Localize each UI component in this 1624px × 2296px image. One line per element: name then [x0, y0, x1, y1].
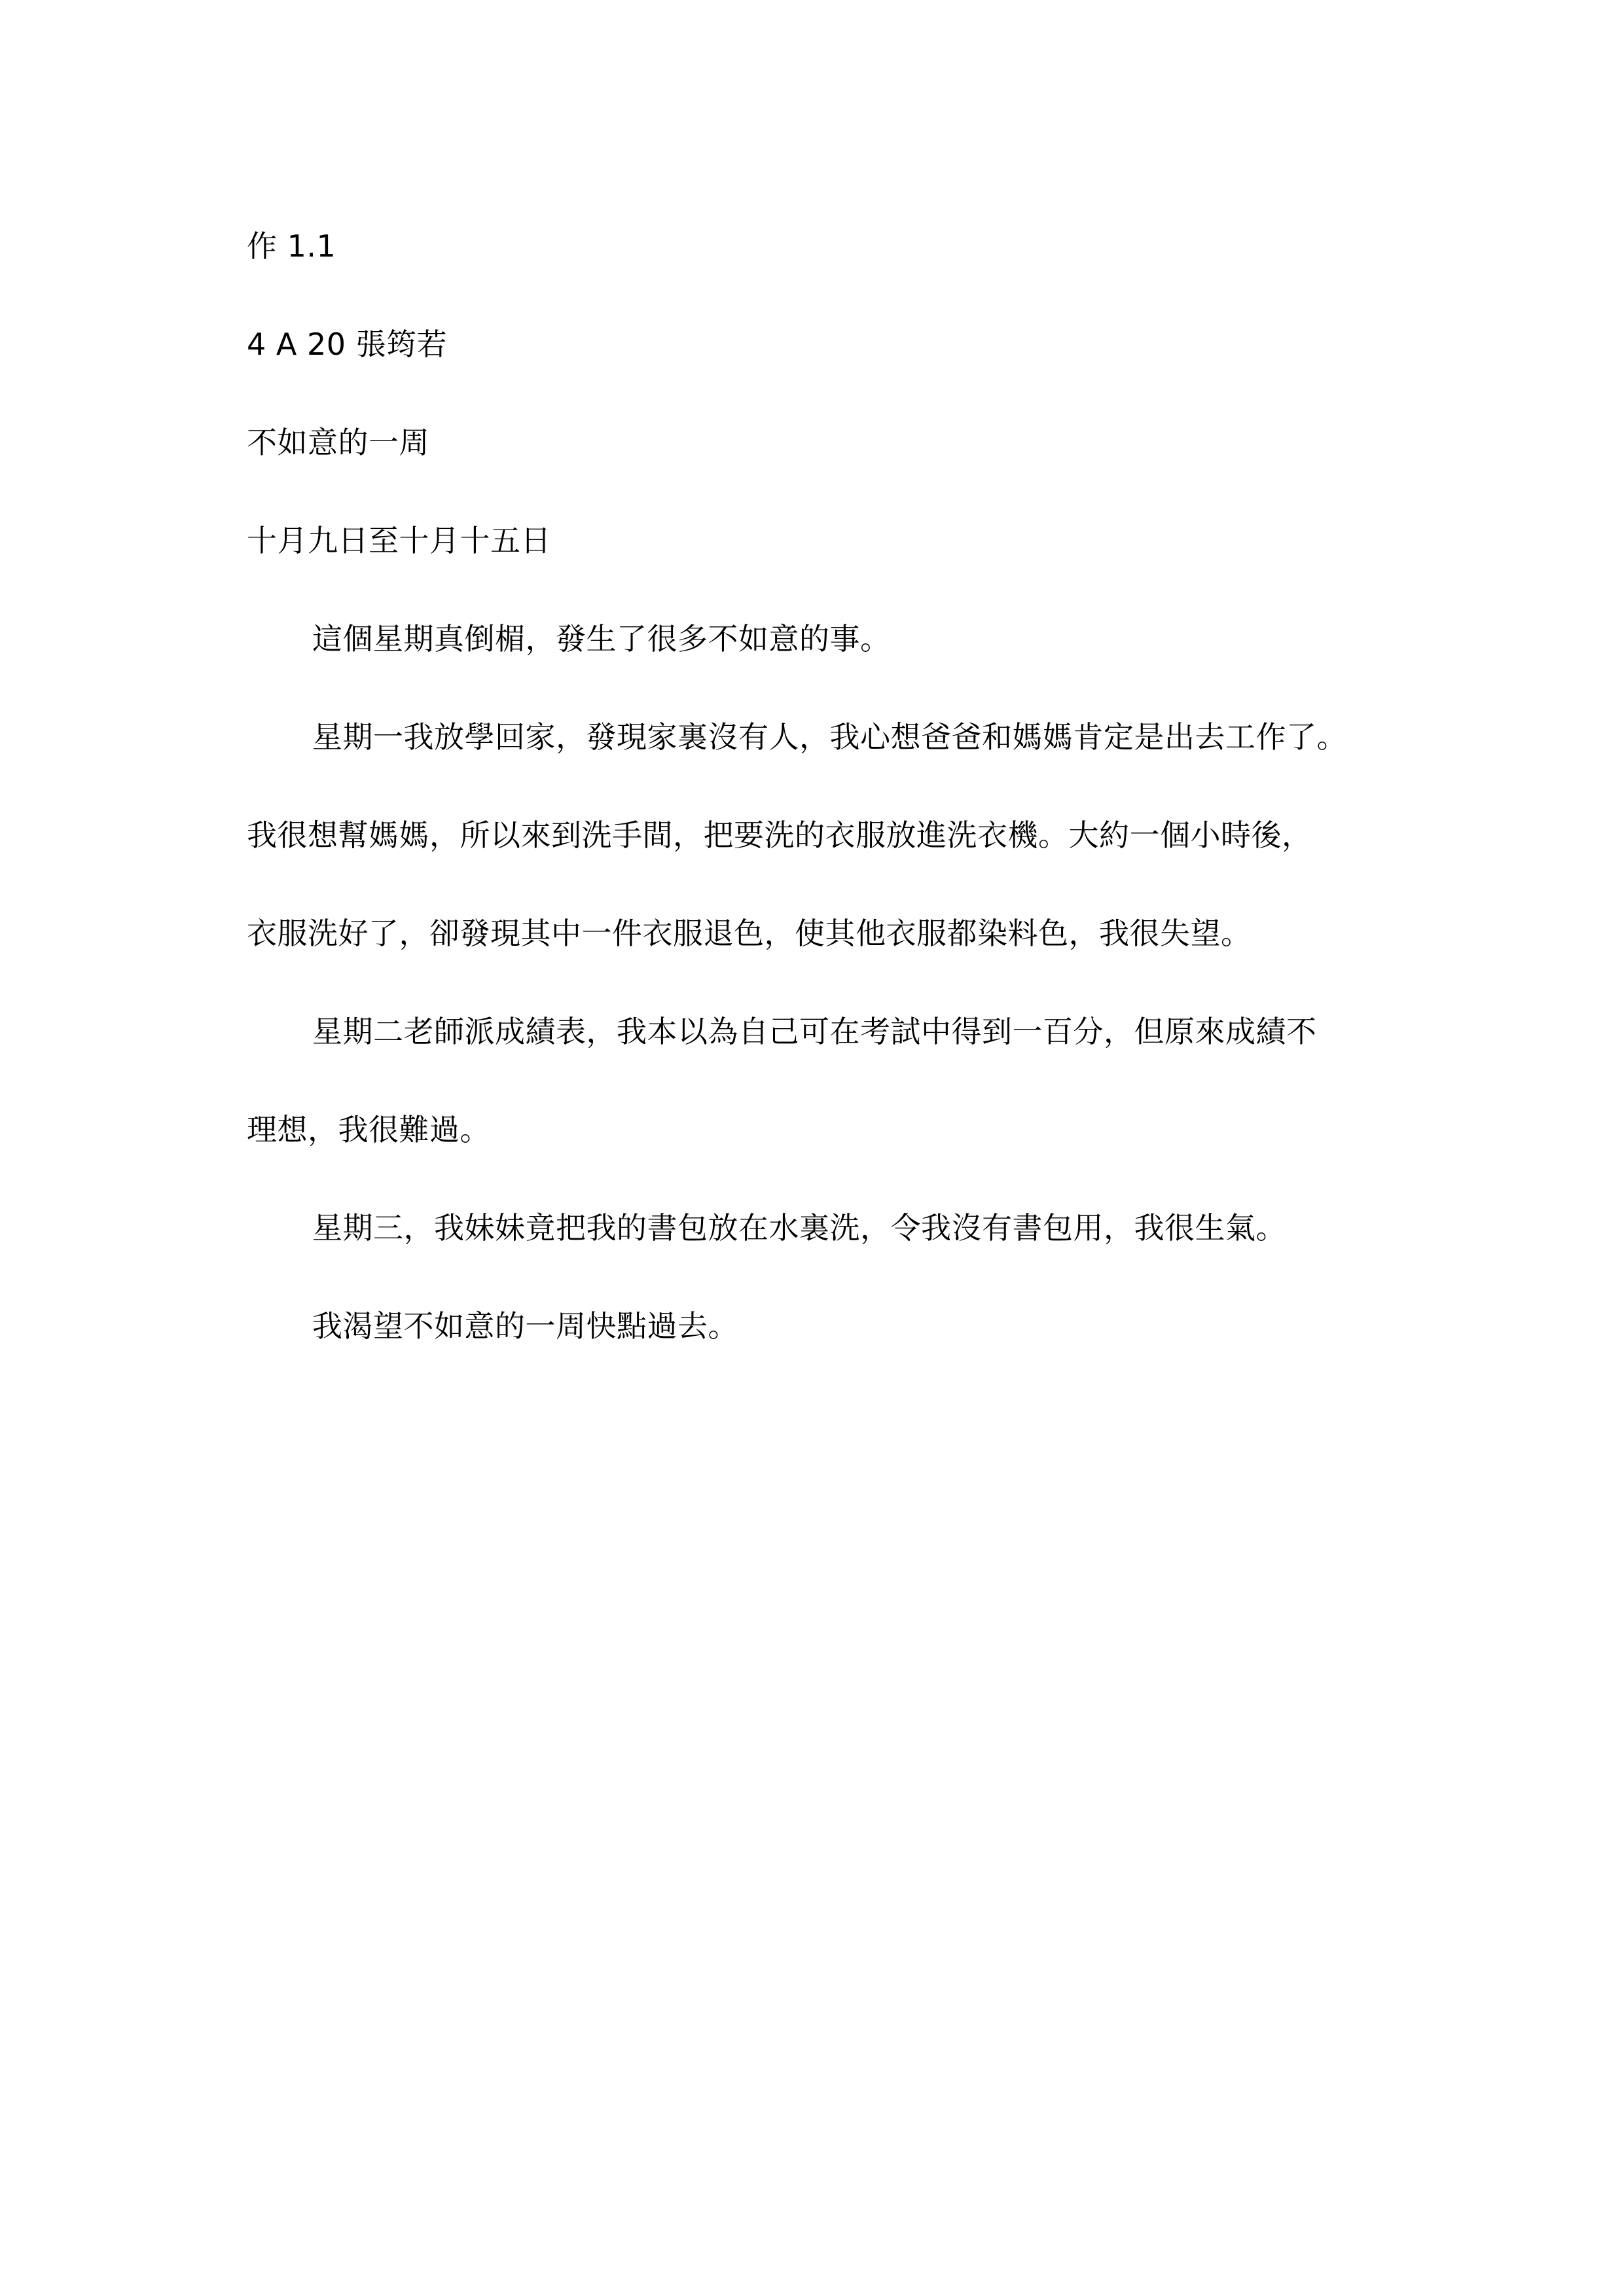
paragraph-line: 這個星期真倒楣，發生了很多不如意的事。 — [312, 621, 891, 656]
essay-title: 不如意的一周 — [247, 425, 429, 460]
paragraph-line: 星期一我放學回家，發現家裏沒有人，我心想爸爸和媽媽肯定是出去工作了。 — [312, 719, 1347, 755]
paragraph-line: 我渴望不如意的一周快點過去。 — [312, 1308, 738, 1344]
paragraph-line: 衣服洗好了，卻發現其中一件衣服退色，使其他衣服都染料色，我很失望。 — [247, 916, 1252, 951]
paragraph-line: 理想，我很難過。 — [247, 1112, 490, 1147]
student-info: 4 A 20 張筠若 — [247, 327, 448, 362]
assignment-code: 作 1.1 — [247, 228, 336, 264]
paragraph-line: 星期二老師派成績表，我本以為自己可在考試中得到一百分，但原來成績不 — [312, 1014, 1317, 1049]
paragraph-line: 星期三，我妹妹竟把我的書包放在水裏洗，令我沒有書包用，我很生氣。 — [312, 1210, 1286, 1246]
paragraph-line: 我很想幫媽媽，所以來到洗手間，把要洗的衣服放進洗衣機。大約一個小時後， — [247, 817, 1312, 853]
date-range: 十月九日至十月十五日 — [247, 523, 551, 558]
